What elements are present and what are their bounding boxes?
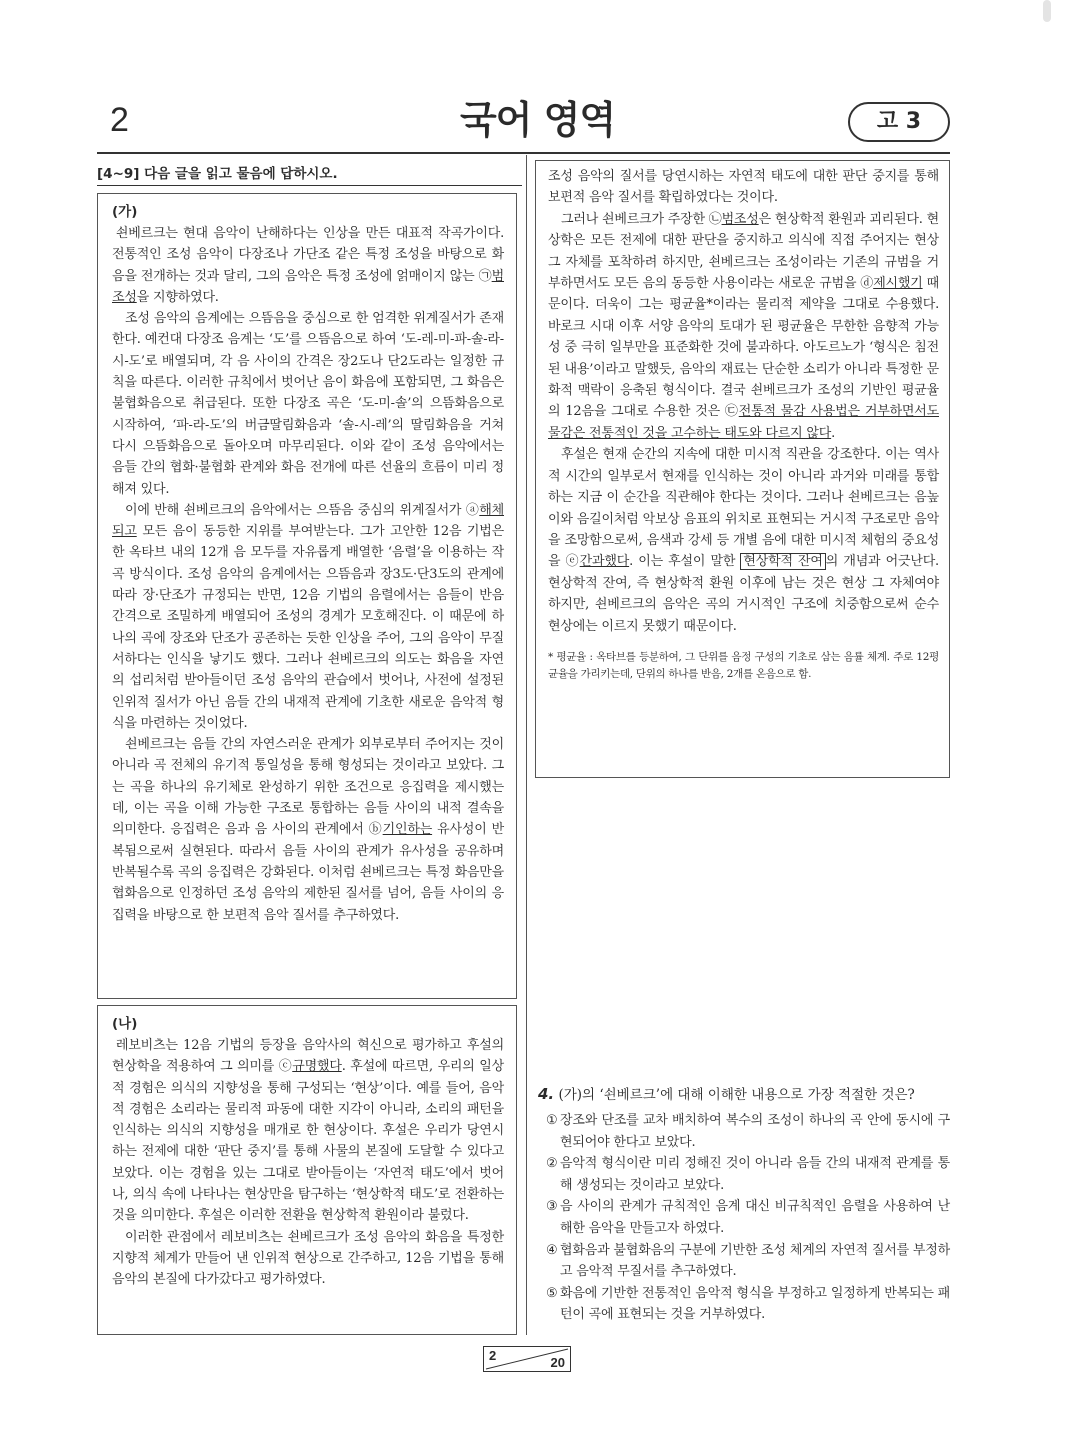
passage-ga-paragraph-4 — [112, 734, 504, 926]
word-b-giinhaneun: 기인하는 — [382, 822, 433, 838]
text-run: . 후설에 따르면, 우리의 일상적 경험은 의식의 지향성을 통해 구성되는 ‘현상’이다. 예를 들어, 음악적 경험은 소리라는 물리적 파동에 대한 지각이 아니라, 소리의 패턴을 인식하는 의식의 지향성을 매개로 한 현상이다. 후설은 우리가 당연시하는 전제에 대한 ‘판단 중지’를 통해 사물의 본질에 도달할 수 있다고 보았다. 이는 경험을 있는 그대로 받아들이는 ‘자연적 태도’에서 벗어나, 의식 속에 나타나는 현상만을 탐구하는 ‘현상학적 태도’로 전환하는 것을 의미한다. 후설은 이러한 전환을 현상학적 환원이라 불렀다. — [112, 1059, 504, 1224]
passage-ga-paragraph-3 — [112, 500, 504, 734]
text-run: 때문이다. 더욱이 그는 평균율*이라는 물리적 제약을 그대로 수용했다. 바로크 시대 이후 서양 음악의 토대가 된 평균율은 무한한 음향적 가능성 중 극히 일부만을 표준화한 것에 불과하다. 아도르노가 ‘형식은 침전된 내용’이라고 말했듯, 음악의 재료는 단순한 소리가 아니라 특정한 문화적 맥락이 응축된 형식이다. 결국 쇤베르크가 조성의 기반인 평균율의 12음을 그대로 수용한 것은 ㉢ — [548, 276, 939, 420]
term-beomjoseong-a: 범조성 — [112, 268, 504, 305]
right-paragraph-2 — [548, 209, 939, 444]
choice-number: ④ — [546, 1242, 558, 1258]
footnote: * 평균율 : 옥타브를 등분하여, 그 단위를 음정 구성의 기초로 삼는 음률 체계. 주로 12평균율을 가리키는데, 단위의 하나를 반음, 2개를 온음으로 함. — [548, 650, 939, 680]
choice-1[interactable] — [538, 1110, 950, 1153]
choice-5[interactable] — [538, 1283, 950, 1326]
subject-title: 국어 영역 — [459, 98, 616, 142]
page-number: 2 — [110, 101, 129, 139]
text-run: 쇤베르크는 음들 간의 자연스러운 관계가 외부로부터 주어지는 것이 아니라 곡 전체의 유기적 통일성을 통해 형성되는 것이라고 보았다. 그는 곡을 하나의 유기체로 완성하기 위한 조건으로 응집력을 제시했는데, 이는 곡을 이해 가능한 구조로 통합하는 음들 사이의 내적 결속을 의미한다. 응집력은 음과 음 사이의 관계에서 ⓑ — [112, 737, 504, 838]
choice-4[interactable] — [538, 1240, 950, 1283]
text-run: . 이는 후설이 말한 — [629, 554, 741, 570]
choice-number: ⑤ — [546, 1285, 558, 1301]
text-run: 유사성이 반복됨으로써 실현된다. 따라서 음들 사이의 관계가 유사성을 공유하며 반복될수록 곡의 응집력은 강화된다. 이처럼 쇤베르크는 특정 화음만을 협화음으로 인정하던 조성 음악의 제한된 질서를 넘어, 음들 사이의 응집력을 바탕으로 한 보편적 음악 질서를 추구하였다. — [112, 822, 504, 923]
text-run: 을 지향하였다. — [136, 289, 219, 305]
text-run: 그러나 쇤베르크가 주장한 ㉡ — [561, 211, 722, 227]
question-4 — [538, 1083, 950, 1326]
text-run: 이에 반해 쇤베르크의 음악에서는 으뜸음 중심의 위계질서가 ⓐ — [125, 502, 480, 518]
page-total: 20 — [550, 1355, 565, 1370]
instruction-underline — [97, 185, 522, 186]
passage-ga-paragraph-2: 조성 음악의 음계에는 으뜸음을 중심으로 한 엄격한 위계질서가 존재한다. 예컨대 다장조 음계는 ‘도’를 으뜸음으로 하여 ‘도-레-미-파-솔-라-시-도’로 배열되며, 각 음 사이의 간격은 장2도나 단2도라는 일정한 규칙을 따른다. 이러한 규칙에서 벗어난 음이 화음에 포함되면, 그 화음은 불협화음으로 취급된다. 또한 다장조 곡은 ‘도-미-솔’의 으뜸화음으로 시작하여, ‘파-라-도’의 버금딸림화음과 ‘솔-시-레’의 딸림화음을 거쳐 다시 으뜸화음으로 돌아오며 마무리된다. 이와 같이 조성 음악에서는 음들 간의 협화·불협화 관계와 화음 전개에 따른 선율의 흐름이 미리 정해져 있다. — [112, 311, 504, 497]
phrase-c-underlined: 전통적 물감 사용법은 거부하면서도 물감은 전통적인 것을 고수하는 태도와 다르지 않다 — [548, 404, 939, 441]
choice-text: 음 사이의 관계가 규칙적인 음계 대신 비규칙적인 음렬을 사용하여 난해한 음악을 만들고자 하였다. — [560, 1199, 950, 1236]
passage-na-box — [97, 1005, 517, 1335]
choice-2[interactable] — [538, 1153, 950, 1196]
passage-na-label: (나) — [112, 1016, 138, 1032]
passage-na-continued-box — [535, 160, 950, 778]
text-run: 모든 음이 동등한 지위를 부여받는다. 그가 고안한 12음 기법은 한 옥타브 내의 12개 음 모두를 자유롭게 배열한 ‘음렬’을 이용하는 작곡 방식이다. 조성 음악의 음계에서는 으뜸음과 장3도·단3도의 관계에 따라 장·단조가 규정되는 반면, 12음 기법의 음렬에서는 음들이 반음 간격으로 조밀하게 배열되어 조성의 경계가 모호해진다. 이 때문에 하나의 곡에 장조와 단조가 공존하는 듯한 인상을 주어, 그의 음악이 무질서하다는 인식을 낳기도 했다. 그러나 쇤베르크의 의도는 화음을 자연의 섭리처럼 받아들이던 조성 음악의 관습에서 벗어나, 사전에 설정된 인위적 질서가 아닌 음들 간의 내재적 관계에 기초한 새로운 음악적 형식을 마련하는 것이었다. — [112, 524, 504, 731]
text-run: 의 개념과 어긋난다. 현상학적 잔여, 즉 현상학적 환원 이후에 남는 것은 현상 그 자체여야 하지만, 쇤베르크의 음악은 곡의 거시적인 구조에 치중함으로써 순수 현상에는 이르지 못했기 때문이다. — [548, 554, 939, 634]
scrollbar[interactable] — [1043, 0, 1051, 22]
choice-text: 협화음과 불협화음의 구분에 기반한 조성 체계의 자연적 질서를 부정하고 음악적 무질서를 추구하였다. — [560, 1242, 950, 1280]
word-e-gangwahaetda: 간과했다 — [579, 554, 630, 570]
text-run: 쇤베르크는 현대 음악이 난해하다는 인상을 만든 대표적 작곡가이다. 전통적인 조성 음악이 다장조나 가단조 같은 특정 조성을 바탕으로 화음을 전개하는 것과 달리, 그의 음악은 특정 조성에 얽매이지 않는 ㉠ — [112, 226, 504, 284]
page-current: 2 — [489, 1348, 497, 1363]
text-run: 후설은 현재 순간의 지속에 대한 미시적 직관을 강조한다. 이는 역사적 시간의 일부로서 현재를 인식하는 것이 아니라 과거와 미래를 통합하는 지금 이 순간을 직관해야 한다는 것이다. 그러나 쇤베르크는 음높이와 음길이처럼 악보상 음표의 위치로 표현되는 거시적 구조로만 음악을 조망함으로써, 음색과 강세 등 개별 음에 대한 미시적 체험의 중요성을 ⓔ — [548, 447, 939, 570]
choice-text: 장조와 단조를 교차 배치하여 복수의 조성이 하나의 곡 안에 동시에 구현되어야 한다고 보았다. — [560, 1113, 950, 1150]
term-beomjoseong-b: 범조성 — [721, 211, 759, 227]
text-run: 레보비츠는 12음 기법의 등장을 음악사의 혁신으로 평가하고 후설의 현상학을 적용하여 그 의미를 ⓒ — [112, 1038, 504, 1075]
passage-ga-label: (가) — [112, 204, 138, 220]
word-c-gyumyeonghaetda: 규명했다 — [292, 1059, 342, 1075]
question-text: (가)의 ‘쇤베르크’에 대해 이해한 내용으로 가장 적절한 것은? — [558, 1087, 915, 1103]
header-divider — [97, 152, 950, 154]
question-stem — [538, 1083, 950, 1106]
choice-text: 화음에 기반한 전통적인 음악적 형식을 부정하고 일정하게 반복되는 패턴이 곡에 표현되는 것을 거부하였다. — [560, 1285, 950, 1323]
choice-number: ① — [546, 1113, 558, 1128]
grade-badge: 고 3 — [848, 102, 950, 142]
text-run: 은 현상학적 환원과 괴리된다. 현상학은 모든 전제에 대한 판단을 중지하고 의식에 직접 주어지는 현상 그 자체를 포착하려 하지만, 쇤베르크는 조성이라는 기존의 규범을 거부하면서도 모든 음의 동등한 사용이라는 새로운 규범을 ⓓ — [548, 211, 939, 292]
text-run: . — [831, 425, 836, 441]
page-counter — [483, 1346, 571, 1372]
passage-ga-paragraph-1 — [112, 223, 504, 308]
right-paragraph-3 — [548, 444, 939, 637]
instruction: [4~9] 다음 글을 읽고 물음에 답하시오. — [97, 166, 338, 182]
question-number: 4. — [538, 1085, 555, 1103]
boxed-term-phenomenological-residue: 현상학적 잔여 — [740, 553, 825, 570]
passage-na-paragraph-1 — [112, 1035, 504, 1227]
passage-na-paragraph-2: 이러한 관점에서 레보비츠는 쇤베르크가 조성 음악의 화음을 특정한 지향적 체계가 만들어 낸 인위적 현상으로 간주하고, 12음 기법을 통해 음악의 본질에 다가갔다고 평가하였다. — [112, 1229, 504, 1288]
column-divider — [526, 155, 527, 1335]
choice-3[interactable] — [538, 1196, 950, 1239]
word-d-jesihaetgi: 제시했기 — [873, 276, 923, 292]
choice-text: 음악적 형식이란 미리 정해진 것이 아니라 음들 간의 내재적 관계를 통해 생성되는 것이라고 보았다. — [560, 1156, 950, 1193]
word-a-haechedoego: 해체되고 — [112, 502, 504, 540]
passage-ga-box — [97, 193, 517, 999]
choice-number: ② — [546, 1156, 558, 1172]
right-paragraph-1: 조성 음악의 질서를 당연시하는 자연적 태도에 대한 판단 중지를 통해 보편적 음악 질서를 확립하였다는 것이다. — [548, 169, 939, 206]
choice-number: ③ — [546, 1199, 558, 1215]
